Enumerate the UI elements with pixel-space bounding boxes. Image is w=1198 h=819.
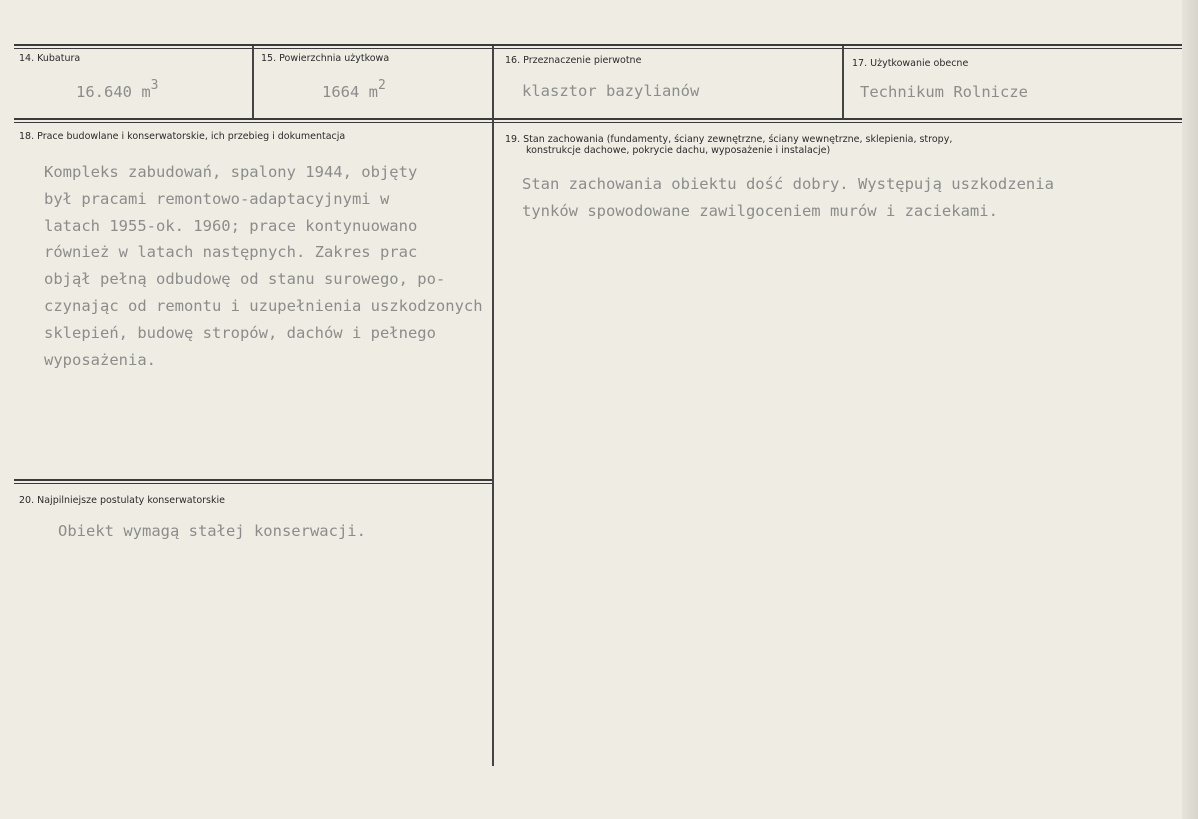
field-15-label: 15. Powierzchnia użytkowa [261, 53, 390, 64]
field-20-label: 20. Najpilniejsze postulaty konserwatorskie [19, 495, 225, 506]
field-19-line: Stan zachowania obiektu dość dobry. Występują uszkodzenia [522, 175, 1054, 193]
field-16-label: 16. Przeznaczenie pierwotne [505, 55, 642, 66]
top-rule-inner [14, 48, 1184, 49]
field-18-line: latach 1955-ok. 1960; prace kontynuowano [44, 216, 418, 235]
field-18-line: również w latach następnych. Zakres prac [44, 243, 418, 262]
paper-edge [1182, 0, 1198, 819]
field-17-value: Technikum Rolnicze [860, 83, 1028, 101]
field-19-text [522, 171, 1054, 225]
field-18-line: Kompleks zabudowań, spalony 1944, objęty [44, 163, 418, 181]
field-15-value [322, 80, 386, 101]
top-rule [14, 44, 1184, 46]
field-18-line: czynając od remontu i uzupełnienia uszkodzonych [44, 296, 483, 315]
field-20-value: Obiekt wymagą stałej konserwacji. [58, 522, 366, 540]
row2-rule [14, 479, 492, 481]
field-17-label: 17. Użytkowanie obecne [852, 58, 969, 69]
row1-rule [14, 118, 1184, 120]
divider-16-17 [842, 46, 844, 119]
field-19-label-line1: 19. Stan zachowania (fundamenty, ściany zewnętrzne, ściany wewnętrzne, sklepienia, stropy, [505, 134, 953, 145]
field-14-value [76, 80, 158, 101]
field-15-number: 1664 m [322, 83, 378, 102]
field-14-number: 16.640 m [76, 83, 151, 102]
field-15-exponent: 2 [378, 78, 386, 93]
field-18-line: sklepień, budowę stropów, dachów i pełnego [44, 323, 436, 342]
field-18-text [44, 159, 483, 373]
field-18-line: wyposażenia. [44, 350, 156, 369]
field-14-exponent: 3 [150, 78, 159, 93]
field-14-label: 14. Kubatura [19, 53, 81, 64]
field-18-line: był pracami remontowo-adaptacyjnymi w [44, 189, 390, 208]
field-18-label: 18. Prace budowlane i konserwatorskie, ich przebieg i dokumentacja [19, 131, 346, 142]
field-18-line: objął pełną odbudowę od stanu surowego, po- [44, 270, 446, 289]
divider-14-15 [252, 46, 254, 119]
row1-rule-inner [14, 122, 1184, 123]
row2-rule-inner [14, 483, 492, 484]
divider-15-16 [492, 46, 494, 766]
field-19-label-line2: konstrukcje dachowe, pokrycie dachu, wyposażenie i instalacje) [526, 145, 831, 156]
field-16-value: klasztor bazylianów [522, 82, 700, 100]
field-19-line: tynków spowodowane zawilgoceniem murów i zaciekami. [522, 201, 998, 220]
